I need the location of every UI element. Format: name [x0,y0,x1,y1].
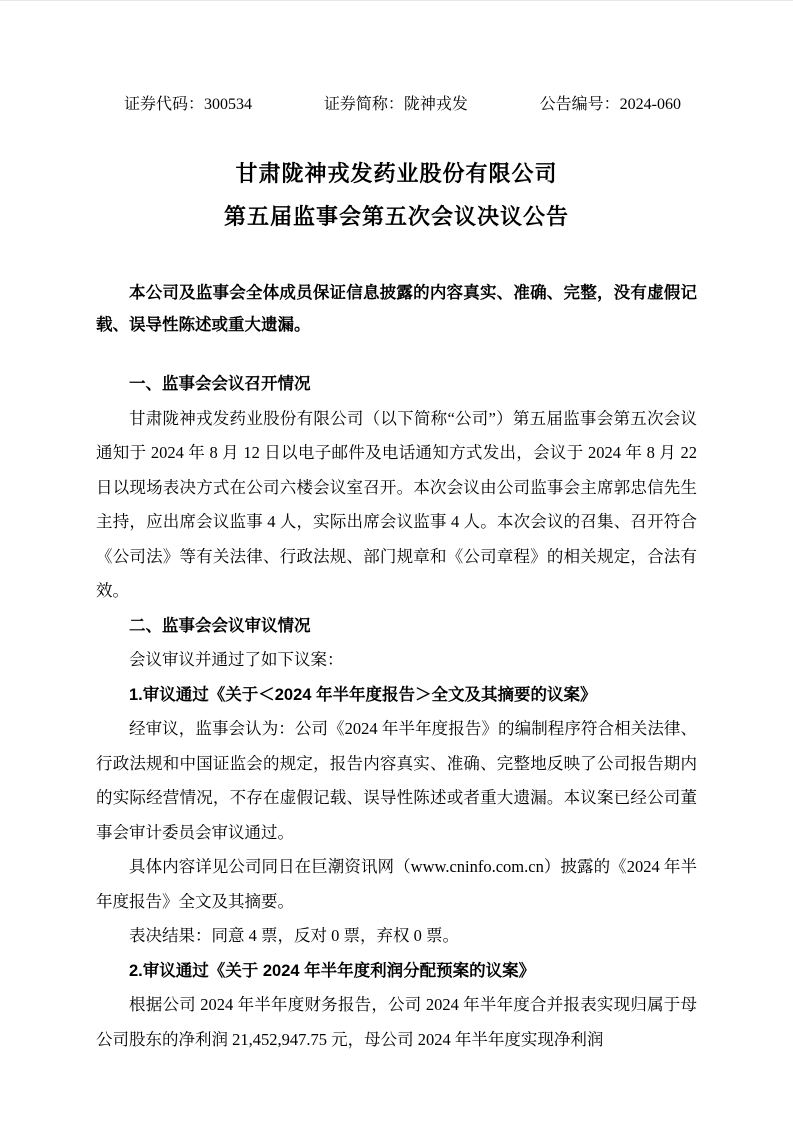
section-2-heading: 二、监事会会议审议情况 [129,616,311,635]
proposal-1-heading: 1.审议通过《关于＜2024 年半年度报告＞全文及其摘要的议案》 [129,685,597,704]
deliberation-intro-paragraph: 会议审议并通过了如下议案： [129,650,344,669]
integrity-statement: 本公司及监事会全体成员保证信息披露的内容真实、准确、完整，没有虚假记载、误导性陈述或重大遗漏。 [96,284,697,334]
proposal-1-vote-result: 表决结果：同意 4 票，反对 0 票，弃权 0 票。 [129,926,459,945]
stock-code: 证券代码：300534 [124,96,253,113]
proposal-1-opinion-paragraph: 经审议，监事会认为：公司《2024 年半年度报告》的编制程序符合相关法律、行政法规和中国证监会的规定，报告内容真实、准确、完整地反映了公司报告期内的实际经营情况，不存在虚假记载、误导性陈述或者重大遗漏。本议案已经公司董事会审计委员会审议通过。 [96,719,697,842]
announcement-title: 第五届监事会第五次会议决议公告 [223,204,569,229]
meeting-convening-paragraph: 甘肃陇神戎发药业股份有限公司（以下简称“公司”）第五届监事会第五次会议通知于 2024 年 8 月 12 日以电子邮件及电话通知方式发出，会议于 2024 年 8 月 22 日以现场表决方式在公司六楼会议室召开。本次会议由公司监事会主席郭忠信先生主持，应出席会议监事 4 人，实际出席会议监事 4 人。本次会议的召集、召开符合《公司法》等有关法律、行政法规、部门规章和《公司章程》的相关规定，合法有效。 [96,408,697,600]
company-name-title: 甘肃陇神戎发药业股份有限公司 [235,161,558,186]
document-title [96,152,697,238]
section-1-heading: 一、监事会会议召开情况 [129,375,311,393]
proposal-1-disclosure-paragraph: 具体内容详见公司同日在巨潮资讯网（www.cninfo.com.cn）披露的《2024 年半年度报告》全文及其摘要。 [96,857,697,911]
announcement-number: 公告编号：2024-060 [539,96,681,113]
document-header [96,94,697,116]
stock-abbr: 证券简称：陇神戎发 [323,96,468,113]
document-body [96,367,697,1057]
proposal-2-heading: 2.审议通过《关于 2024 年半年度利润分配预案的议案》 [129,961,536,980]
proposal-2-profit-paragraph: 根据公司 2024 年半年度财务报告，公司 2024 年半年度合并报表实现归属于母公司股东的净利润 21,452,947.75 元，母公司 2024 年半年度实现净利润 [96,995,697,1049]
